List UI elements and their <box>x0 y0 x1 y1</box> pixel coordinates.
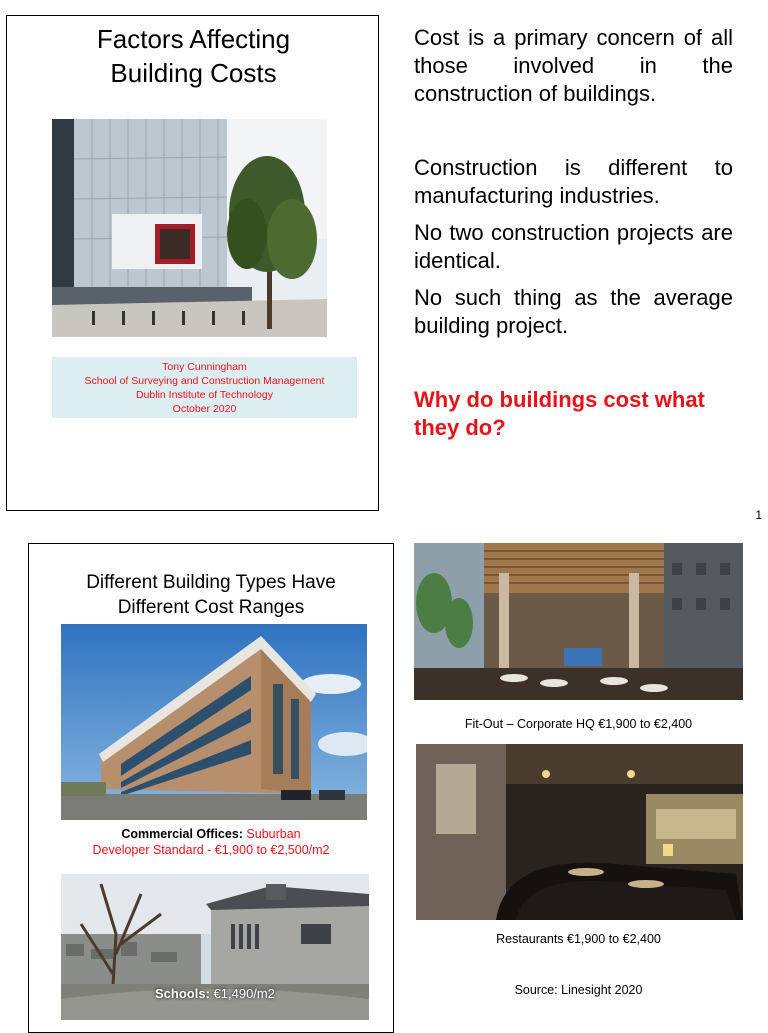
page-number: 1 <box>755 508 762 522</box>
fitout-label: Fit-Out <box>464 717 504 731</box>
restaurant-photo <box>416 744 743 920</box>
notes-question: Why do buildings cost what they do? <box>414 387 705 440</box>
offices-caption-range: Developer Standard - €1,900 to €2,500/m2 <box>92 843 330 857</box>
author-name: Tony Cunningham <box>162 361 247 373</box>
author-date: October 2020 <box>172 403 237 415</box>
schools-photo <box>61 874 369 1020</box>
slide-1-title <box>7 22 380 90</box>
offices-caption-type: Suburban <box>246 827 301 841</box>
fitout-photo <box>414 543 743 700</box>
source-citation: Source: Linesight 2020 <box>514 983 643 997</box>
author-info-box <box>52 357 357 418</box>
slide-1-frame <box>6 15 379 511</box>
fitout-caption <box>414 716 743 732</box>
slide-1-title-line1: Factors Affecting <box>96 24 291 54</box>
slide-2-title-line1: Different Building Types Have <box>86 572 336 593</box>
schools-label <box>61 986 369 1001</box>
notes-paragraph-2: Construction is different to manufacturing industries. <box>414 155 733 208</box>
notes-paragraph-1: Cost is a primary concern of all those involved in the construction of buildings. <box>414 25 733 106</box>
notes-paragraph-3: No two construction projects are identical. <box>414 220 733 273</box>
slide-2-title <box>29 570 393 620</box>
office-building-photo <box>52 119 327 337</box>
fitout-value: Corporate HQ €1,900 to €2,400 <box>516 717 693 731</box>
notes-paragraph-4: No such thing as the average building project. <box>414 285 733 338</box>
slide-2-frame <box>28 543 394 1033</box>
author-institute: Dublin Institute of Technology <box>136 389 273 401</box>
fitout-dash: – <box>503 717 517 731</box>
notes-panel <box>414 24 733 442</box>
offices-caption-label: Commercial Offices: <box>121 827 243 841</box>
offices-caption <box>29 826 393 858</box>
slide-1-title-line2: Building Costs <box>110 58 277 88</box>
schools-label-text: Schools: <box>155 986 210 1001</box>
schools-value: €1,490/m2 <box>213 986 275 1001</box>
restaurants-caption: Restaurants €1,900 to €2,400 <box>496 932 661 946</box>
commercial-offices-photo <box>61 624 367 820</box>
author-school: School of Surveying and Construction Management <box>84 375 325 387</box>
slide-2-title-line2: Different Cost Ranges <box>117 597 305 618</box>
